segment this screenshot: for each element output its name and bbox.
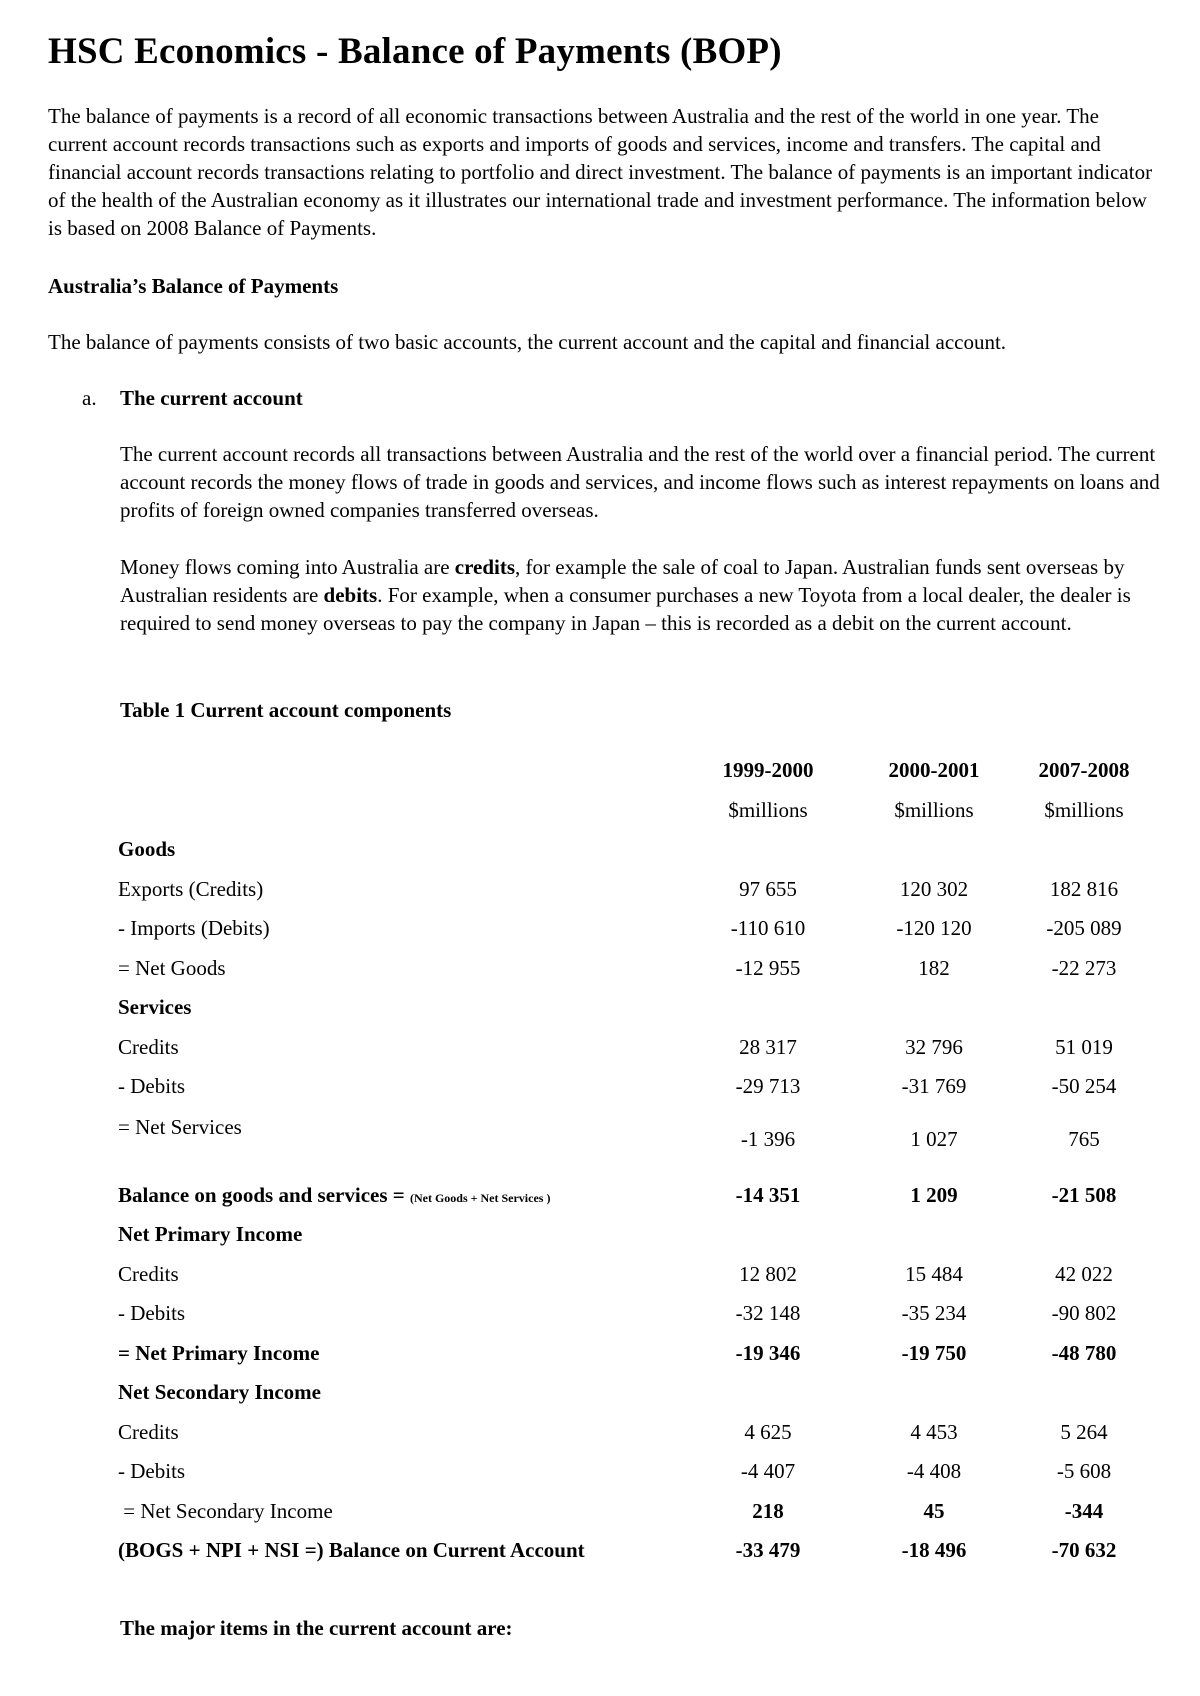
- two-accounts-paragraph: The balance of payments consists of two basic accounts, the current account and the capital and financial account.: [48, 330, 1007, 354]
- row-value: -48 780: [1051, 1341, 1117, 1365]
- row-label: - Debits: [118, 1459, 186, 1483]
- table-row: [118, 1069, 1178, 1103]
- row-value: -5 608: [1056, 1459, 1112, 1483]
- section-a-heading: [82, 384, 303, 412]
- row-value: 4 625: [744, 1420, 792, 1444]
- row-label: [118, 1178, 550, 1215]
- table-row: [118, 1257, 1178, 1291]
- row-value: -4 408: [906, 1459, 962, 1483]
- row-label: = Net Goods: [118, 956, 226, 980]
- unit-column-1: $millions: [728, 798, 808, 822]
- row-value: 12 802: [739, 1262, 797, 1286]
- secondary-heading: Net Secondary Income: [118, 1380, 321, 1404]
- bop-heading: Australia’s Balance of Payments: [48, 274, 339, 298]
- table-row: [118, 1494, 1178, 1528]
- primary-heading-row: [118, 1217, 1178, 1251]
- row-value: -32 148: [735, 1301, 801, 1325]
- table-header-years: [118, 753, 1178, 787]
- row-value: 97 655: [739, 877, 797, 901]
- table-title: Table 1 Current account components: [120, 698, 452, 722]
- row-value: 45: [923, 1499, 945, 1523]
- goods-heading-row: [118, 832, 1178, 866]
- row-value: -4 407: [740, 1459, 796, 1483]
- table-row: [118, 1415, 1178, 1449]
- row-label: = Net Primary Income: [118, 1341, 320, 1365]
- row-value: -29 713: [735, 1074, 801, 1098]
- bogs-row: [118, 1178, 1178, 1212]
- table-row: [118, 911, 1178, 945]
- table-row: [118, 1336, 1178, 1370]
- row-value: 42 022: [1055, 1262, 1113, 1286]
- row-value: -33 479: [735, 1538, 801, 1562]
- bogs-note: (Net Goods + Net Services ): [409, 1191, 551, 1205]
- debits-term: debits: [323, 583, 378, 607]
- row-value: -18 496: [901, 1538, 967, 1562]
- primary-heading: Net Primary Income: [118, 1222, 303, 1246]
- services-heading-row: [118, 990, 1178, 1024]
- para2-text-1: Money flows coming into Australia are: [120, 555, 455, 579]
- row-label: Credits: [118, 1420, 179, 1444]
- row-label: - Debits: [118, 1301, 186, 1325]
- table-row: [118, 872, 1178, 906]
- current-account-balance-row: [118, 1533, 1178, 1567]
- secondary-heading-row: [118, 1375, 1178, 1409]
- table-row: [118, 951, 1178, 985]
- row-value: 765: [1068, 1127, 1100, 1151]
- row-value: 5 264: [1060, 1420, 1108, 1444]
- year-column-1: 1999-2000: [722, 758, 814, 782]
- row-value: 4 453: [910, 1420, 958, 1444]
- row-value: -120 120: [896, 916, 972, 940]
- row-label: Exports (Credits): [118, 877, 264, 901]
- services-heading: Services: [118, 995, 192, 1019]
- credits-term: credits: [454, 555, 516, 579]
- intro-paragraph: The balance of payments is a record of all economic transactions between Australia and the rest of the world in one year. The current account records transactions such as exports and imports of goods and services, income and transfers. The capital and financial account records transactions relating to portfolio and direct investment. The balance of payments is an important indicator of the health of the Australian economy as it illustrates our international trade and investment performance. The information below is based on 2008 Balance of Payments.: [48, 104, 1153, 240]
- row-value: -70 632: [1051, 1538, 1117, 1562]
- row-value: 120 302: [899, 877, 969, 901]
- table-header-units: [118, 793, 1178, 827]
- para2-text-3: . For example, when a consumer purchases a new Toyota from a local dealer, the dealer is required to send money overseas to pay the company in Japan – this is recorded as a debit on the current account.: [120, 583, 1131, 635]
- goods-heading: Goods: [118, 837, 176, 861]
- row-value: 28 317: [739, 1035, 797, 1059]
- row-value: 15 484: [905, 1262, 963, 1286]
- row-value: -14 351: [735, 1183, 801, 1207]
- row-value: 218: [752, 1499, 784, 1523]
- section-a-marker: a.: [82, 386, 97, 410]
- row-label: - Imports (Debits): [118, 916, 270, 940]
- row-label: = Net Services: [118, 1115, 242, 1139]
- row-value: -35 234: [901, 1301, 967, 1325]
- para2-text-2: , for example the sale of coal to Japan. Australian funds sent overseas by Australian residents are: [120, 555, 1125, 607]
- row-label: = Net Secondary Income: [118, 1499, 333, 1523]
- major-items-heading: The major items in the current account are:: [120, 1616, 513, 1640]
- row-value: 32 796: [905, 1035, 963, 1059]
- row-value: -90 802: [1051, 1301, 1117, 1325]
- row-value: 182 816: [1049, 877, 1119, 901]
- row-value: -19 750: [901, 1341, 967, 1365]
- row-value: -19 346: [735, 1341, 801, 1365]
- row-value: -22 273: [1051, 956, 1117, 980]
- table-row: [118, 1454, 1178, 1488]
- row-value: -1 396: [740, 1127, 796, 1151]
- table-row: [118, 1122, 1178, 1156]
- row-value: -50 254: [1051, 1074, 1117, 1098]
- row-label: - Debits: [118, 1074, 186, 1098]
- unit-column-3: $millions: [1044, 798, 1124, 822]
- table-row: [118, 1296, 1178, 1330]
- row-value: 51 019: [1055, 1035, 1113, 1059]
- year-column-3: 2007-2008: [1038, 758, 1130, 782]
- current-account-paragraph-1: The current account records all transactions between Australia and the rest of the world over a financial period. The current account records the money flows of trade in goods and services, and income flows such as interest repayments on loans and profits of foreign owned companies transferred overseas.: [120, 442, 1160, 522]
- row-value: -205 089: [1046, 916, 1122, 940]
- row-value: 1 027: [910, 1127, 958, 1151]
- page-title: HSC Economics - Balance of Payments (BOP): [48, 31, 782, 72]
- year-column-2: 2000-2001: [888, 758, 980, 782]
- table-row: [118, 1030, 1178, 1064]
- section-a-title: The current account: [120, 386, 303, 410]
- row-label: (BOGS + NPI + NSI =) Balance on Current Account: [118, 1538, 585, 1562]
- row-value: 182: [918, 956, 950, 980]
- row-label: Credits: [118, 1035, 179, 1059]
- current-account-paragraph-2: [120, 553, 1160, 637]
- row-value: -110 610: [730, 916, 806, 940]
- bogs-label: Balance on goods and services =: [118, 1183, 410, 1207]
- row-value: 1 209: [910, 1183, 958, 1207]
- row-value: -12 955: [735, 956, 801, 980]
- unit-column-2: $millions: [894, 798, 974, 822]
- row-value: -21 508: [1051, 1183, 1117, 1207]
- row-value: -31 769: [901, 1074, 967, 1098]
- row-value: -344: [1064, 1499, 1104, 1523]
- row-label: Credits: [118, 1262, 179, 1286]
